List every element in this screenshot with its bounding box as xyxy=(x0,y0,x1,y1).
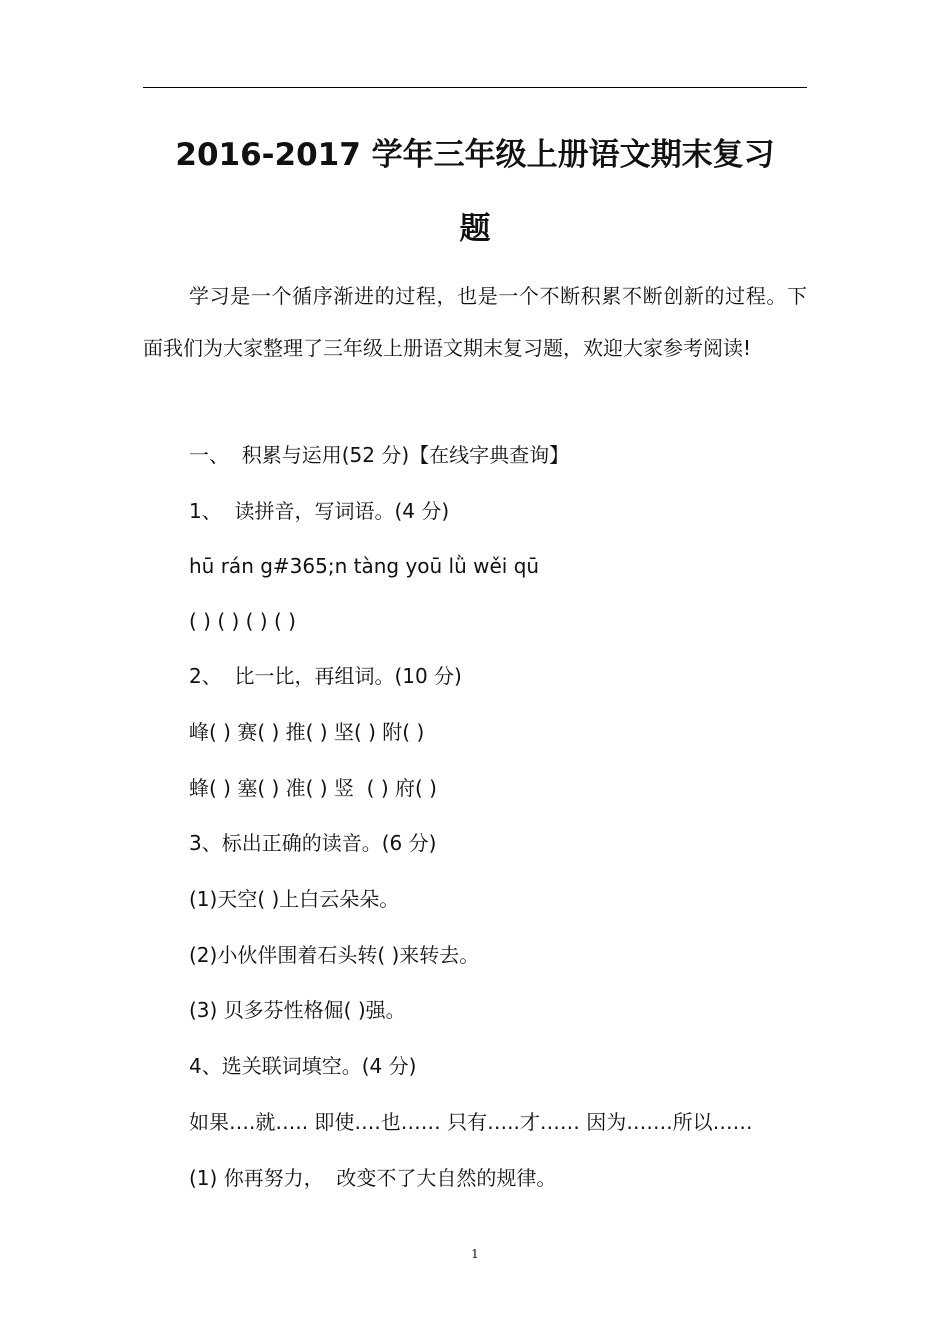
question-3: 3、标出正确的读音。(6 分) xyxy=(189,831,437,855)
question-1: 1、 读拼音，写词语。(4 分) xyxy=(189,499,450,523)
section-heading: 一、 积累与运用(52 分)【在线字典查询】 xyxy=(189,443,570,467)
intro-paragraph: 学习是一个循序渐进的过程，也是一个不断积累不断创新的过程。下面我们为大家整理了三年级上册语文期末复习题，欢迎大家参考阅读! xyxy=(143,284,807,360)
title-line-2: 题 xyxy=(459,211,491,247)
question-3-item-3: (3) 贝多芬性格倔( )强。 xyxy=(189,998,406,1022)
question-4: 4、选关联词填空。(4 分) xyxy=(189,1054,417,1078)
page-number: 1 xyxy=(471,1247,479,1261)
question-4-item-1: (1) 你再努力， 改变不了大自然的规律。 xyxy=(189,1166,557,1190)
title-line-1: 2016-2017 学年三年级上册语文期末复习 xyxy=(175,137,775,173)
header-rule xyxy=(143,87,807,88)
question-3-item-1: (1)天空( )上白云朵朵。 xyxy=(189,887,400,911)
compare-row-2: 蜂( ) 塞( ) 准( ) 竖 ( ) 府( ) xyxy=(189,776,437,800)
question-3-item-2: (2)小伙伴围着石头转( )来转去。 xyxy=(189,943,480,967)
answer-blanks: ( ) ( ) ( ) ( ) xyxy=(189,609,296,633)
compare-row-1: 峰( ) 赛( ) 推( ) 坚( ) 附( ) xyxy=(189,720,425,744)
conjunction-options: 如果….就….. 即使….也…… 只有…..才…… 因为…….所以…… xyxy=(189,1110,753,1134)
pinyin-line: hū rán g#365;n tàng yoū lǜ wěi qū xyxy=(189,554,540,578)
question-2: 2、 比一比，再组词。(10 分) xyxy=(189,664,462,688)
document-title xyxy=(143,118,807,266)
